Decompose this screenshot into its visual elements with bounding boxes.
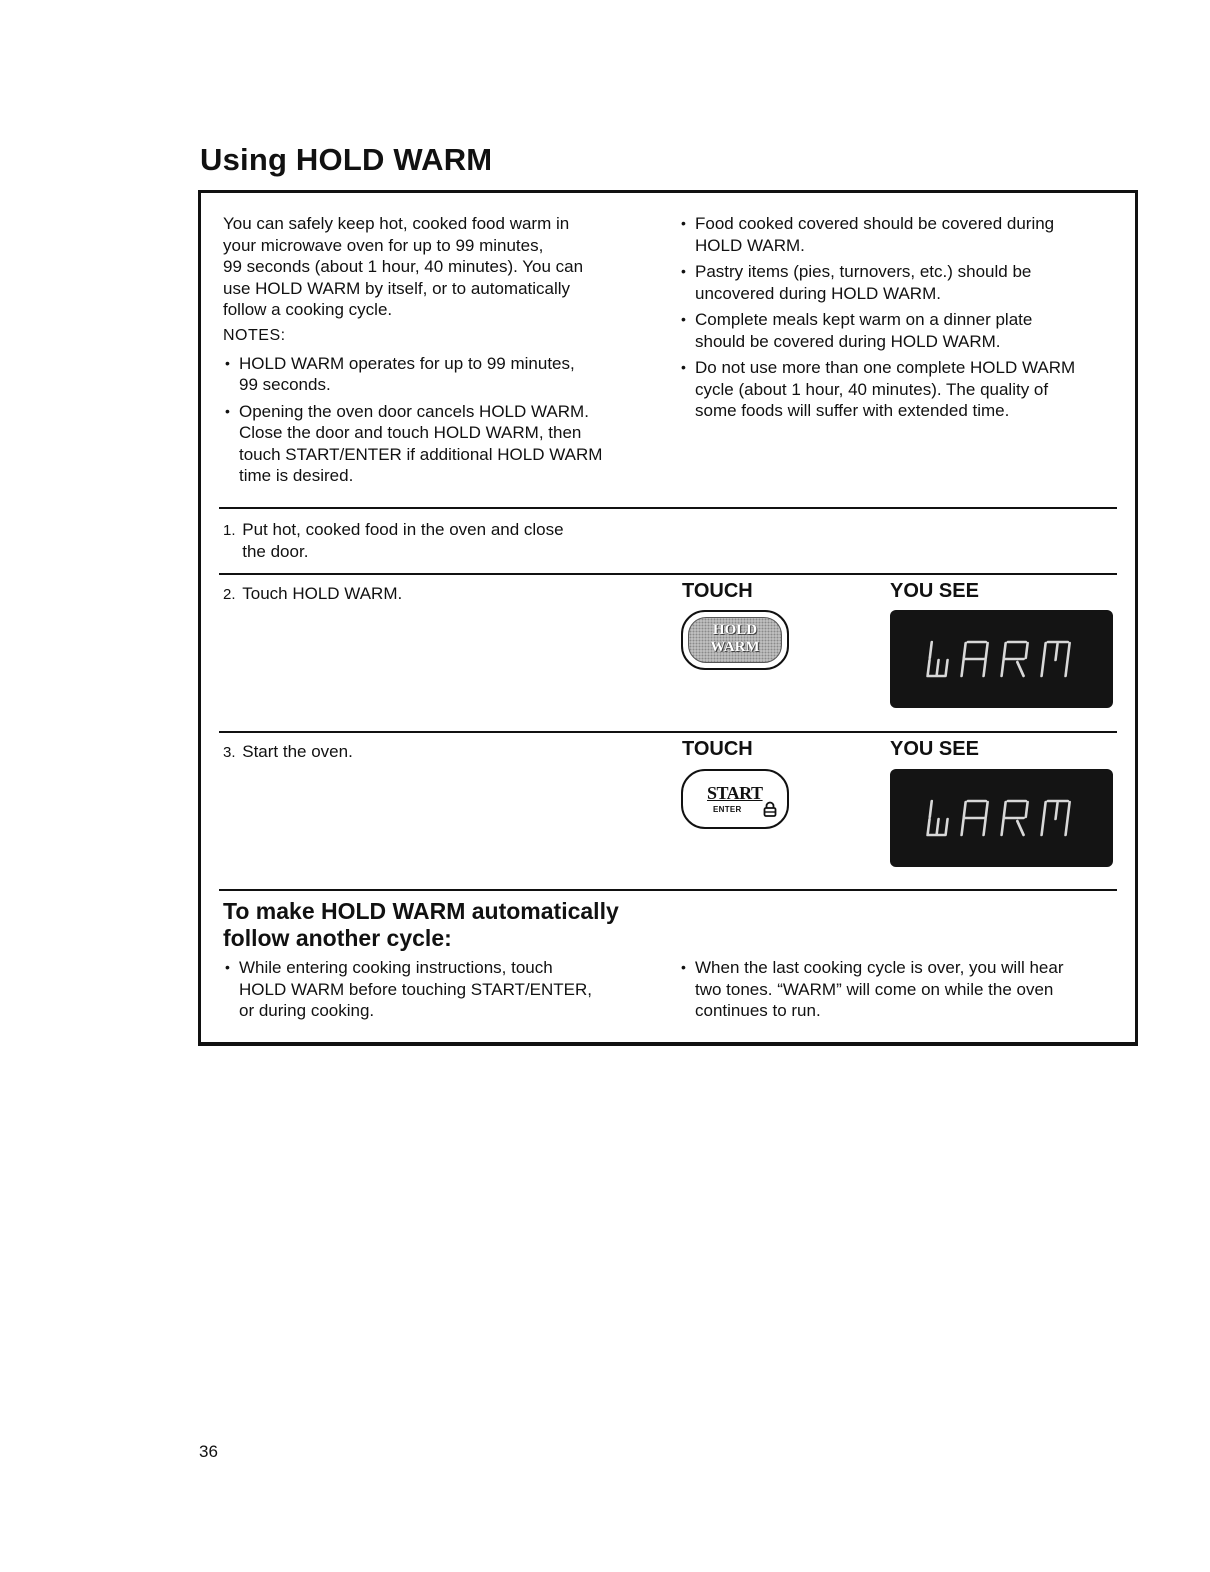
auto-line: or during cooking. [239,1001,375,1020]
heading-line: To make HOLD WARM automatically [223,898,619,924]
section-divider [219,507,1117,509]
note-item [223,401,643,487]
you-see-heading: YOU SEE [890,580,979,602]
tip-line: some foods will suffer with extended time. [695,401,1010,420]
section-heading [223,898,663,952]
step-1 [223,519,623,562]
key-label-line: WARM [710,639,760,655]
note-line: Opening the oven door cancels HOLD WARM. [239,401,589,421]
tip-line: cycle (about 1 hour, 40 minutes). The quality of [695,379,1049,399]
tip-line: should be covered during HOLD WARM. [695,331,1001,351]
auto-list [223,957,643,1022]
display-segments [890,610,1113,708]
heading-line: follow another cycle: [223,925,452,951]
key-label-line: START [707,783,763,803]
tip-item [679,357,1119,422]
step-line: the door. [242,541,309,561]
section-divider [219,573,1117,575]
step-line: Touch HOLD WARM. [242,584,403,603]
key-label-line: HOLD [712,622,758,638]
section-divider [219,889,1117,891]
auto-list [679,957,1119,1022]
step-3 [223,741,623,764]
key-label [683,622,787,656]
step-line: Start the oven. [242,742,353,761]
note-item [223,353,643,396]
tips-column [679,213,1119,427]
oven-display [890,769,1113,867]
section-divider [219,731,1117,733]
step-line: Put hot, cooked food in the oven and close [242,520,564,539]
you-see-heading: YOU SEE [890,738,979,760]
start-enter-key[interactable] [681,769,789,829]
intro-line: 99 seconds (about 1 hour, 40 minutes). You can [223,257,584,276]
page-number: 36 [199,1442,218,1461]
display-segments [890,769,1113,867]
oven-display [890,610,1113,708]
auto-item [679,957,1119,1022]
hold-warm-key[interactable] [681,610,789,670]
step-number: 3. [223,744,236,761]
tip-item [679,261,1119,304]
tips-list [679,213,1119,422]
auto-line: When the last cooking cycle is over, you will hear [695,958,1064,977]
tip-line: Complete meals kept warm on a dinner plate [695,310,1033,329]
intro-line: your microwave oven for up to 99 minutes, [223,235,544,255]
step-number: 1. [223,522,236,539]
tip-line: Do not use more than one complete HOLD WARM [695,358,1076,377]
note-line: time is desired. [239,466,354,485]
key-label-line: ENTER [713,805,742,814]
notes-list [223,353,643,487]
note-line: touch START/ENTER if additional HOLD WARM [239,444,603,464]
lock-icon [763,801,777,817]
tip-line: uncovered during HOLD WARM. [695,283,941,303]
intro-column [223,213,643,492]
note-line: HOLD WARM operates for up to 99 minutes, [239,353,575,373]
notes-label: NOTES: [223,326,286,344]
note-line: Close the door and touch HOLD WARM, then [239,423,582,442]
auto-line: continues to run. [695,1001,821,1020]
auto-left-column [223,957,643,1027]
tip-line: Pastry items (pies, turnovers, etc.) should be [695,262,1032,281]
auto-line: two tones. “WARM” will come on while the oven [695,979,1054,999]
touch-heading: TOUCH [682,580,753,602]
auto-right-column [679,957,1119,1027]
auto-line: HOLD WARM before touching START/ENTER, [239,979,593,999]
instruction-panel [198,190,1138,1046]
tip-line: HOLD WARM. [695,235,805,255]
page-title: Using HOLD WARM [200,142,493,177]
intro-line: follow a cooking cycle. [223,300,393,319]
tip-item [679,309,1119,352]
touch-heading: TOUCH [682,738,753,760]
note-line: 99 seconds. [239,375,331,394]
intro-paragraph [223,213,643,321]
tip-line: Food cooked covered should be covered during [695,214,1055,233]
auto-line: While entering cooking instructions, touch [239,958,553,977]
step-number: 2. [223,586,236,603]
step-2 [223,583,623,606]
intro-line: use HOLD WARM by itself, or to automatically [223,278,571,298]
tip-item [679,213,1119,256]
intro-line: You can safely keep hot, cooked food warm in [223,214,570,233]
auto-item [223,957,643,1022]
